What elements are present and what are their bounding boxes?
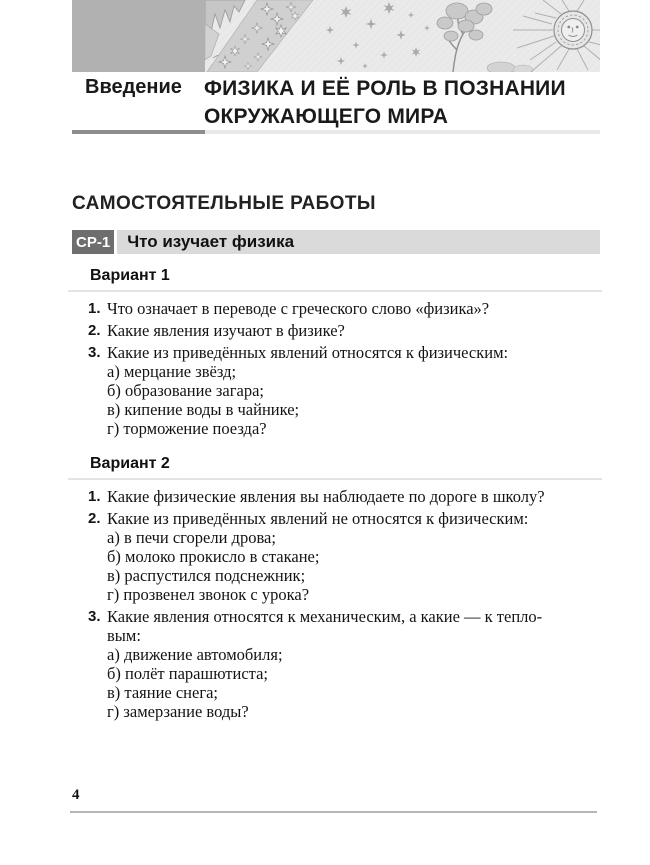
variant-2-rule: [68, 478, 602, 480]
question-subitem: г) торможение поезда?: [107, 419, 267, 438]
question-subitem: г) замерзание воды?: [107, 702, 249, 721]
question-text: Какие явления относятся к механическим, а какие — к тепло-: [107, 607, 543, 626]
variant-1-heading: Вариант 1: [90, 267, 170, 284]
footer-rule: [70, 811, 597, 813]
question-text: Какие из приведённых явлений не относятся к физическим:: [107, 509, 529, 528]
question-subitem: а) движение автомобиля;: [107, 645, 283, 664]
page-content: [72, 193, 600, 721]
question-subitem: а) в печи сгорели дрова;: [107, 528, 276, 547]
question-text: Какие из приведённых явлений относятся к физическим:: [107, 343, 509, 362]
question-number: 1.: [88, 300, 101, 317]
variant-1-rule: [68, 290, 602, 292]
question-subitem: в) таяние снега;: [107, 683, 218, 702]
variant-2-question-list: [72, 487, 600, 721]
question-subitem: а) мерцание звёзд;: [107, 362, 237, 381]
question-item: [72, 487, 600, 506]
page-number: 4: [72, 787, 80, 803]
chapter-label: Введение: [85, 76, 182, 98]
chapter-title-line2: ОКРУЖАЮЩЕГО МИРА: [204, 105, 449, 128]
question-item: [72, 607, 600, 626]
question-item: [72, 299, 600, 318]
question-number: 3.: [88, 344, 101, 361]
question-subitem: г) прозвенел звонок с урока?: [107, 585, 310, 604]
work-title: Что изучает физика: [127, 232, 295, 251]
question-subitem: б) полёт парашютиста;: [107, 664, 268, 683]
question-text: Что означает в переводе с греческого слово «физика»?: [107, 299, 490, 318]
section-heading: САМОСТОЯТЕЛЬНЫЕ РАБОТЫ: [72, 193, 376, 214]
variant-2-section: [72, 454, 600, 721]
work-number-badge: СР-1: [72, 230, 117, 254]
question-number: 1.: [88, 488, 101, 505]
question-subitem: б) образование загара;: [107, 381, 264, 400]
question-number: 3.: [88, 608, 101, 625]
chapter-title-line1: ФИЗИКА И ЕЁ РОЛЬ В ПОЗНАНИИ: [204, 77, 566, 100]
variant-1-section: [72, 266, 600, 438]
question-item: [72, 343, 600, 362]
header-rule-dark-segment: [72, 130, 205, 134]
question-item: [72, 509, 600, 528]
question-subitem: в) кипение воды в чайнике;: [107, 400, 300, 419]
work-header-bar: [72, 230, 600, 254]
header-engraving-illustration: [205, 0, 600, 72]
question-item: [72, 321, 600, 340]
variant-1-question-list: [72, 299, 600, 438]
question-subitem: б) молоко прокисло в стакане;: [107, 547, 320, 566]
chapter-title: [204, 75, 604, 131]
header-gray-block: [72, 0, 205, 72]
variant-2-heading: Вариант 2: [90, 455, 170, 472]
header-rule-light-segment: [205, 130, 600, 134]
question-number: 2.: [88, 510, 101, 527]
question-text: Какие физические явления вы наблюдаете по дороге в школу?: [107, 487, 545, 506]
question-text: Какие явления изучают в физике?: [107, 321, 345, 340]
question-subitem: в) распустился подснежник;: [107, 566, 306, 585]
question-number: 2.: [88, 322, 101, 339]
question-text-continuation: вым:: [107, 626, 141, 645]
